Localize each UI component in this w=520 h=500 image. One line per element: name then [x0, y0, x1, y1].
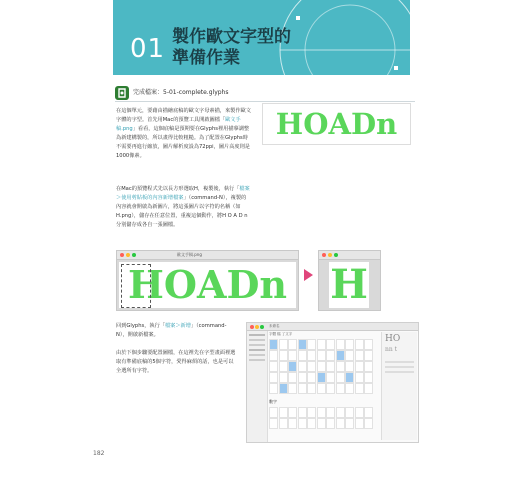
glyph-cell[interactable]: [317, 361, 326, 372]
section-divider: [115, 101, 415, 102]
glyph-cell[interactable]: [288, 383, 297, 394]
close-dot-icon[interactable]: [120, 253, 124, 257]
glyph-cell[interactable]: [317, 372, 326, 383]
glyph-cell[interactable]: [326, 339, 335, 350]
new-file-text-a: 回到Glyphs，執行「: [116, 323, 165, 329]
glyph-cell[interactable]: [288, 372, 297, 383]
glyph-cell[interactable]: [307, 361, 316, 372]
glyph-cell[interactable]: [307, 383, 316, 394]
copy-highlight: 檔案＞使用剪貼板的內容新增檔案: [116, 186, 250, 201]
intro-text-a: 在這個單元，要藉由描繪底稿的歐文字母素描，來製作歐文字體的字型。首先用Mac的預覽工具開啟圖檔「: [116, 108, 251, 123]
close-dot-icon[interactable]: [250, 325, 254, 329]
new-file-paragraph: [116, 322, 236, 340]
glyph-cell[interactable]: [364, 383, 373, 394]
preview-app-window: [116, 250, 299, 311]
intro-paragraph: [116, 107, 251, 161]
glyphs-sidebar[interactable]: [247, 331, 268, 442]
minimize-dot-icon[interactable]: [328, 253, 332, 257]
preview-titlebar: [117, 251, 298, 260]
copy-text-b: 」（command-N），複製的內容就會開啟為新圖片，將這張圖片以字符的名稱（如H.png），儲存在任意位置，重複這個動作，將H O A D n分別儲存成各自一張圖檔。: [116, 195, 248, 228]
new-file-highlight: 檔案＞新增: [164, 323, 191, 329]
glyph-cell[interactable]: [288, 418, 297, 429]
glyph-cell[interactable]: [307, 350, 316, 361]
copy-text-a: 在Mac的預覽程式先以長方形選取H，複製後，執行「: [116, 186, 240, 192]
glyph-cell[interactable]: [345, 350, 354, 361]
glyph-cell[interactable]: [336, 383, 345, 394]
select-glyphs-paragraph: [116, 349, 236, 376]
glyph-cell[interactable]: [269, 418, 278, 429]
preview-hoadn-text: HOADn: [127, 262, 288, 307]
glyph-cell[interactable]: [336, 350, 345, 361]
glyph-cell[interactable]: [269, 361, 278, 372]
h-image-canvas: [329, 262, 369, 308]
glyph-cell[interactable]: [298, 372, 307, 383]
glyph-cell[interactable]: [345, 339, 354, 350]
glyph-cell[interactable]: [345, 372, 354, 383]
completed-file-label: 完成檔案：5-01-complete.glyphs: [133, 89, 229, 96]
glyph-cell[interactable]: [279, 339, 288, 350]
new-file-text-b: 」（command-N），開啟新檔案。: [116, 323, 227, 338]
chapter-title-line2: 準備作業: [172, 48, 240, 68]
glyph-cell[interactable]: [326, 383, 335, 394]
glyph-cell[interactable]: [269, 372, 278, 383]
glyph-cell[interactable]: [355, 383, 364, 394]
glyph-cell[interactable]: [364, 339, 373, 350]
glyph-cell[interactable]: [355, 361, 364, 372]
h-image-window: [318, 250, 381, 311]
select-glyphs-text: 由於下個步驟要配置圖檔，在這裡先在字型畫面裡選取有準備底稿的5個字符，愛得麻煩的話，也是可以全選所有字符。: [116, 350, 236, 374]
glyph-cell[interactable]: [364, 350, 373, 361]
glyph-cell[interactable]: [307, 407, 316, 418]
glyph-cell[interactable]: [336, 372, 345, 383]
copy-instructions-paragraph: [116, 185, 251, 230]
glyph-cell[interactable]: [288, 407, 297, 418]
selection-rectangle: [121, 264, 151, 308]
zoom-dot-icon[interactable]: [132, 253, 136, 257]
glyphs-titlebar: [247, 323, 418, 331]
hoadn-sketch-preview: [262, 103, 411, 145]
zoom-dot-icon[interactable]: [334, 253, 338, 257]
glyph-cell[interactable]: [279, 372, 288, 383]
glyph-cell[interactable]: [288, 339, 297, 350]
glyph-cell[interactable]: [298, 407, 307, 418]
glyph-cell[interactable]: [336, 418, 345, 429]
preview-window-title: 歐文手稿.png: [177, 252, 202, 257]
glyph-cell[interactable]: [298, 383, 307, 394]
glyphs-file-icon: [115, 86, 129, 100]
glyph-cell[interactable]: [269, 339, 278, 350]
glyphs-tab-label: 字體 檔 了文字: [269, 332, 293, 336]
glyphs-inspector-panel: [381, 332, 417, 440]
glyph-cell[interactable]: [355, 339, 364, 350]
glyphs-font-grid[interactable]: [269, 332, 379, 440]
glyph-cell[interactable]: [336, 339, 345, 350]
arrow-right-icon: [304, 269, 313, 281]
glyph-cell[interactable]: [317, 383, 326, 394]
chapter-title-line1: 製作歐文字型的: [172, 27, 291, 47]
glyph-cell[interactable]: [298, 339, 307, 350]
page-number: 182: [93, 450, 105, 457]
minimize-dot-icon[interactable]: [255, 325, 259, 329]
glyph-cell[interactable]: [355, 372, 364, 383]
glyph-cell[interactable]: [317, 407, 326, 418]
glyph-cell[interactable]: [307, 339, 316, 350]
glyphs-app-window: [246, 322, 419, 443]
glyph-cell[interactable]: [298, 350, 307, 361]
glyph-cell[interactable]: [326, 407, 335, 418]
glyph-cell[interactable]: [317, 339, 326, 350]
glyph-cell[interactable]: [355, 407, 364, 418]
glyph-cell[interactable]: [336, 407, 345, 418]
chapter-title: [172, 27, 291, 69]
glyph-cell[interactable]: [326, 361, 335, 372]
glyph-cells-upper[interactable]: [269, 337, 379, 397]
glyph-cell[interactable]: [364, 418, 373, 429]
glyph-cell[interactable]: [269, 350, 278, 361]
glyph-cell[interactable]: [279, 407, 288, 418]
zoom-dot-icon[interactable]: [260, 325, 264, 329]
glyph-cell[interactable]: [345, 418, 354, 429]
glyph-cell[interactable]: [317, 418, 326, 429]
glyph-cell[interactable]: [345, 361, 354, 372]
glyph-cell[interactable]: [317, 350, 326, 361]
glyph-cell[interactable]: [288, 361, 297, 372]
glyph-cell[interactable]: [364, 361, 373, 372]
glyph-cell[interactable]: [336, 361, 345, 372]
glyph-cell[interactable]: [307, 372, 316, 383]
glyph-cell[interactable]: [269, 407, 278, 418]
glyph-cell[interactable]: [298, 418, 307, 429]
intro-text-b: 」看看，這個底稿是預期要在Glyphs裡用描摹調整為新建構製的，所以畫得比較粗糙。為了配置在Glyphs時不需要再進行縮放，圖片解析度設為72ppi，圖片高度則是1000像素。: [116, 126, 250, 159]
glyph-cell[interactable]: [364, 372, 373, 383]
chapter-number: 01: [130, 34, 166, 64]
glyph-cell[interactable]: [345, 407, 354, 418]
glyphs-section-label: 數字: [269, 399, 277, 404]
glyph-cell[interactable]: [298, 361, 307, 372]
glyphs-preview-ho: HO: [385, 334, 401, 344]
glyph-cell[interactable]: [364, 407, 373, 418]
decorative-letter-e-outline: [270, 0, 410, 75]
glyph-cell[interactable]: [279, 350, 288, 361]
h-letter-text: H: [330, 261, 368, 308]
intro-highlight: 歐文手稿.png: [116, 117, 241, 132]
preview-canvas: [119, 262, 296, 308]
glyph-cell[interactable]: [288, 350, 297, 361]
h-window-titlebar: [319, 251, 380, 260]
glyph-cell[interactable]: [279, 418, 288, 429]
glyph-cell[interactable]: [326, 372, 335, 383]
glyph-cell[interactable]: [279, 383, 288, 394]
glyph-cell[interactable]: [326, 418, 335, 429]
glyphs-preview-nn: nn t: [385, 346, 398, 353]
glyphs-window-title: 未命名: [269, 324, 280, 328]
glyph-cell[interactable]: [269, 383, 278, 394]
minimize-dot-icon[interactable]: [126, 253, 130, 257]
glyph-cell[interactable]: [355, 418, 364, 429]
hoadn-sketch-text: HOADn: [275, 107, 398, 141]
glyph-cell[interactable]: [279, 361, 288, 372]
glyph-cells-lower[interactable]: [269, 405, 379, 435]
glyph-cell[interactable]: [345, 383, 354, 394]
glyph-cell[interactable]: [355, 350, 364, 361]
close-dot-icon[interactable]: [322, 253, 326, 257]
glyph-cell[interactable]: [307, 418, 316, 429]
glyph-cell[interactable]: [326, 350, 335, 361]
